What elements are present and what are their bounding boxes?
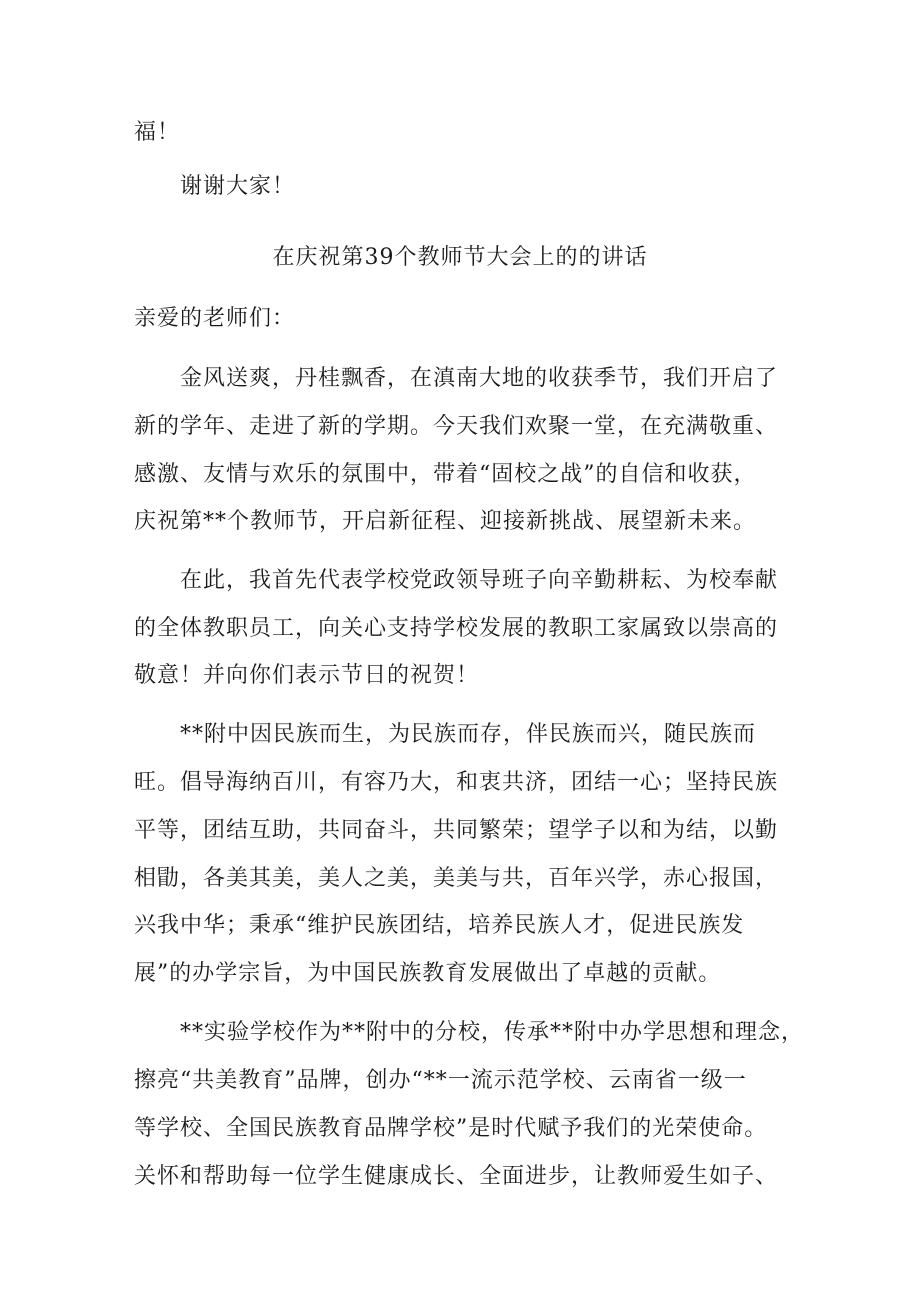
paragraph-4-line-3: 等学校、全国民族教育品牌学校”是时代赋予我们的光荣使命。 [134, 1116, 768, 1141]
paragraph-1-line-2: 新的学年、走进了新的学期。今天我们欢聚一堂，在充满敬重、 [134, 414, 779, 439]
salutation: 亲爱的老师们： [134, 306, 296, 331]
closing-line-blessing: 福！ [134, 120, 181, 145]
paragraph-1-line-4: 庆祝第**个教师节，开启新征程、迎接新挑战、展望新未来。 [134, 509, 757, 534]
speech-title: 在庆祝第39个教师节大会上的的讲话 [272, 245, 648, 270]
paragraph-1-line-3: 感激、友情与欢乐的氛围中，带着“固校之战”的自信和收获， [134, 462, 757, 487]
paragraph-4-line-4: 关怀和帮助每一位学生健康成长、全面进步，让教师爱生如子、 [134, 1164, 779, 1189]
paragraph-3-line-2: 旺。倡导海纳百川，有容乃大，和衷共济，团结一心；坚持民族 [134, 770, 779, 795]
paragraph-3-line-4: 相勖，各美其美，美人之美，美美与共，百年兴学，赤心报国， [134, 866, 779, 891]
paragraph-3-line-6: 展”的办学宗旨，为中国民族教育发展做出了卓越的贡献。 [134, 961, 722, 986]
paragraph-2-line-1: 在此，我首先代表学校党政领导班子向辛勤耕耘、为校奉献 [180, 568, 779, 593]
paragraph-4-line-1: **实验学校作为**附中的分校，传承**附中办学思想和理念， [180, 1020, 805, 1045]
paragraph-2-line-2: 的全体教职员工，向关心支持学校发展的教职工家属致以崇高的 [134, 616, 779, 641]
paragraph-4-line-2: 擦亮“共美教育”品牌，创办“**一流示范学校、云南省一级一 [134, 1068, 747, 1093]
paragraph-3-line-5: 兴我中华；秉承“维护民族团结，培养民族人才，促进民族发 [134, 913, 745, 938]
paragraph-1-line-1: 金风送爽，丹桂飘香，在滇南大地的收获季节，我们开启了 [180, 366, 779, 391]
paragraph-3-line-1: **附中因民族而生，为民族而存，伴民族而兴，随民族而 [180, 722, 757, 747]
paragraph-2-line-3: 敬意！并向你们表示节日的祝贺！ [134, 663, 480, 688]
closing-line-thanks: 谢谢大家！ [180, 174, 296, 199]
paragraph-3-line-3: 平等，团结互助，共同奋斗，共同繁荣；望学子以和为结，以勤 [134, 818, 779, 843]
